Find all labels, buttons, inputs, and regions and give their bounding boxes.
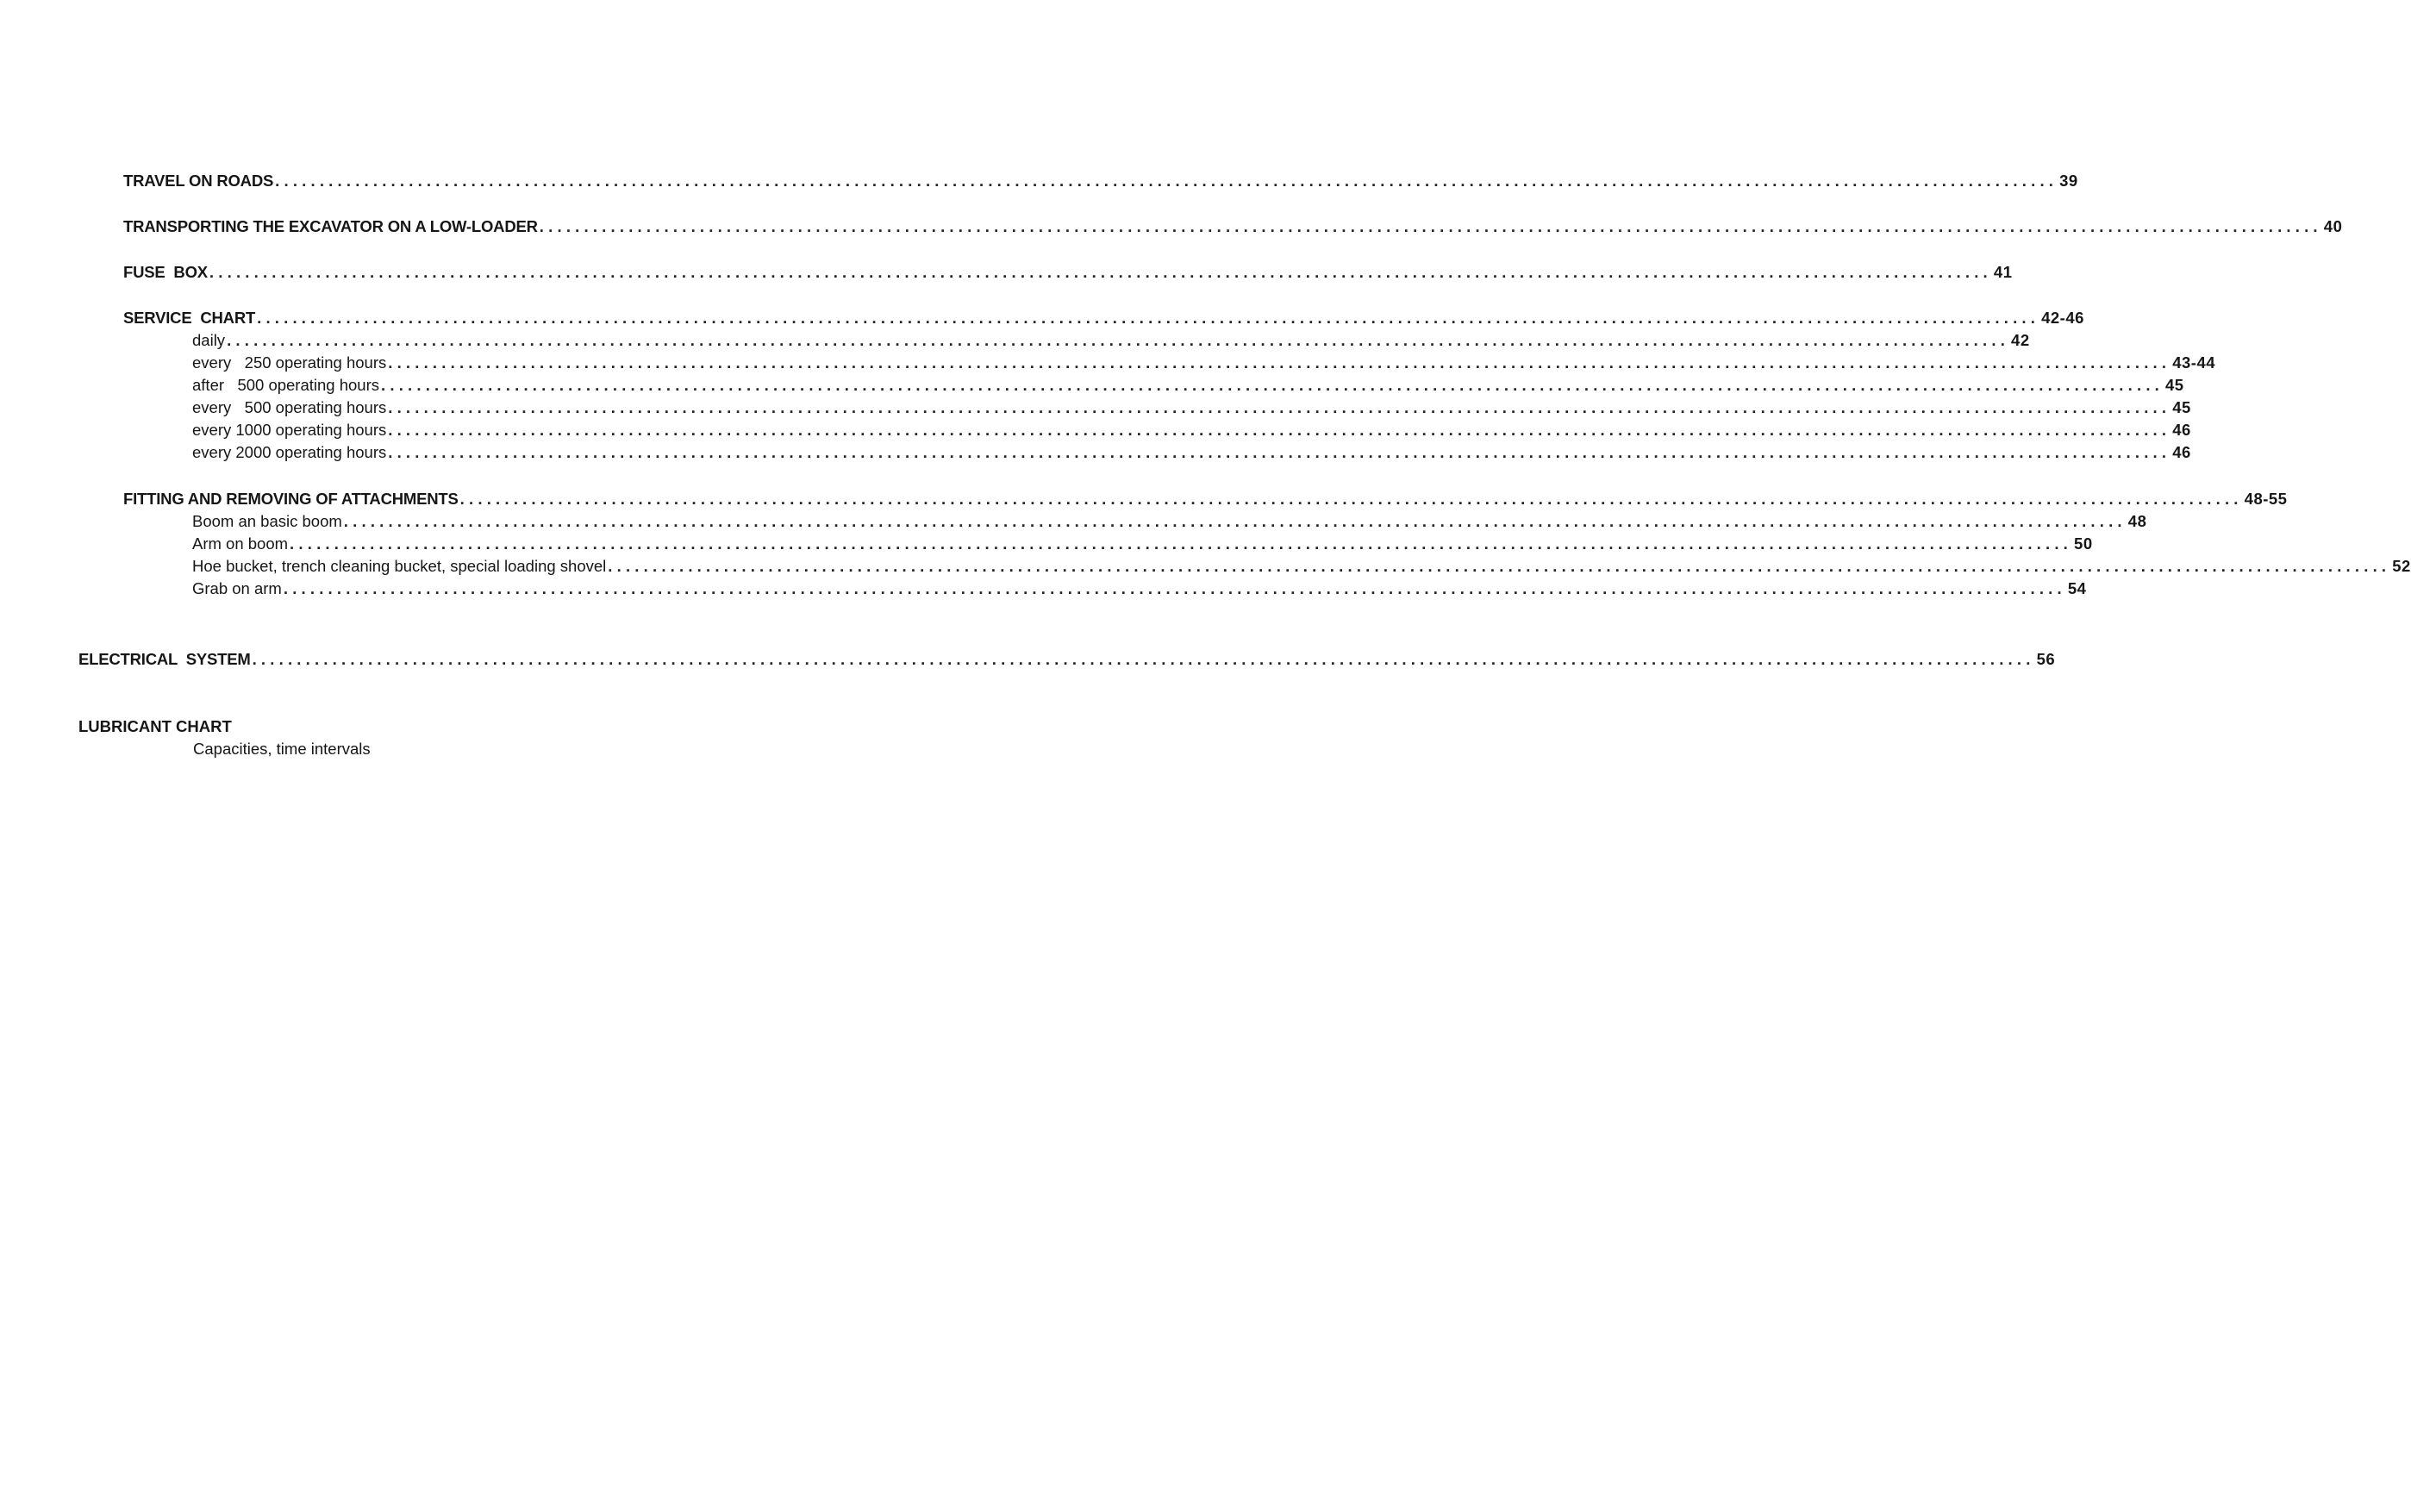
toc-page-number: 41 — [1993, 263, 2013, 281]
toc-entry-lubricant-chart[interactable]: LUBRICANT CHART — [78, 717, 232, 735]
dot-leader: ........................................................................................................................................................................................................ — [459, 490, 2243, 508]
toc-page-number: 39 — [2059, 172, 2078, 190]
toc-subentry-label: every 1000 operating hours — [192, 421, 387, 439]
dot-leader: ........................................................................................................................................................................................................ — [608, 557, 2391, 575]
toc-entry-label: FUSE BOX — [123, 263, 208, 281]
toc-subentry-hoe-bucket[interactable] — [192, 556, 2411, 577]
toc-entry-label: FITTING AND REMOVING OF ATTACHMENTS — [123, 490, 459, 508]
toc-entry-label: SERVICE CHART — [123, 309, 256, 327]
toc-subentry-label: Boom an basic boom — [192, 512, 342, 530]
dot-leader: ........................................................................................................................................................................................................ — [227, 331, 2010, 349]
dot-leader: ........................................................................................................................................................................................................ — [283, 579, 2066, 597]
toc-subentry-label: after 500 operating hours — [192, 376, 380, 394]
toc-subentry-every-500[interactable] — [192, 397, 2191, 418]
toc-subentry-arm[interactable] — [192, 534, 2093, 554]
toc-subentry-after-500[interactable] — [192, 375, 2184, 396]
toc-subentry-grab[interactable] — [192, 578, 2087, 599]
toc-entry-label: TRANSPORTING THE EXCAVATOR ON A LOW-LOADER — [123, 217, 538, 235]
toc-entry-label: TRAVEL ON ROADS — [123, 172, 274, 190]
toc-page-number: 45 — [2172, 398, 2191, 416]
toc-subentry-daily[interactable] — [192, 330, 2030, 351]
dot-leader: ........................................................................................................................................................................................................ — [290, 534, 2073, 553]
toc-entry-travel-on-roads[interactable] — [123, 171, 2078, 191]
dot-leader: ........................................................................................................................................................................................................ — [388, 443, 2171, 461]
toc-subentry-every-2000[interactable] — [192, 442, 2191, 463]
dot-leader: ........................................................................................................................................................................................................ — [388, 353, 2171, 372]
toc-entry-fuse-box[interactable] — [123, 262, 2013, 283]
toc-subentry-every-250[interactable] — [192, 353, 2216, 373]
toc-entry-fitting-removing-attachments[interactable] — [123, 489, 2288, 509]
dot-leader: ........................................................................................................................................................................................................ — [275, 172, 2058, 190]
dot-leader: ........................................................................................................................................................................................................ — [343, 512, 2127, 530]
dot-leader: ........................................................................................................................................................................................................ — [388, 398, 2171, 416]
dot-leader: ........................................................................................................................................................................................................ — [388, 421, 2171, 439]
toc-page-number: 43-44 — [2172, 353, 2216, 372]
dot-leader: ........................................................................................................................................................................................................ — [257, 309, 2040, 327]
toc-subentry-boom[interactable] — [192, 511, 2147, 532]
toc-page-number: 46 — [2172, 443, 2191, 461]
toc-subentry-every-1000[interactable] — [192, 420, 2191, 440]
toc-page-number: 50 — [2074, 534, 2093, 553]
dot-leader: ........................................................................................................................................................................................................ — [252, 650, 2035, 668]
toc-page-number: 48-55 — [2244, 490, 2288, 508]
dot-leader: ........................................................................................................................................................................................................ — [539, 217, 2322, 235]
toc-page-number: 56 — [2036, 650, 2056, 668]
toc-entry-transporting-excavator[interactable] — [123, 216, 2343, 237]
toc-page-number: 46 — [2172, 421, 2191, 439]
toc-subentry-label: Arm on boom — [192, 534, 289, 553]
toc-page-number: 54 — [2067, 579, 2087, 597]
toc-entry-electrical-system[interactable] — [78, 649, 2056, 670]
toc-subentry-capacities: Capacities, time intervals — [193, 740, 371, 758]
toc-subentry-label: every 250 operating hours — [192, 353, 387, 372]
toc-subentry-label: Hoe bucket, trench cleaning bucket, special loading shovel — [192, 557, 607, 575]
toc-entry-label: ELECTRICAL SYSTEM — [78, 650, 251, 668]
toc-page-number: 42-46 — [2041, 309, 2084, 327]
toc-subentry-label: Grab on arm — [192, 579, 282, 597]
toc-page-number: 48 — [2127, 512, 2147, 530]
dot-leader: ........................................................................................................................................................................................................ — [209, 263, 1992, 281]
toc-subentry-label: every 2000 operating hours — [192, 443, 387, 461]
toc-page-number: 42 — [2011, 331, 2030, 349]
toc-entry-service-chart[interactable] — [123, 308, 2084, 328]
toc-page-number: 40 — [2323, 217, 2343, 235]
toc-page-number: 45 — [2165, 376, 2184, 394]
toc-subentry-label: every 500 operating hours — [192, 398, 387, 416]
toc-page-number: 52 — [2392, 557, 2411, 575]
toc-subentry-label: daily — [192, 331, 226, 349]
dot-leader: ........................................................................................................................................................................................................ — [381, 376, 2164, 394]
